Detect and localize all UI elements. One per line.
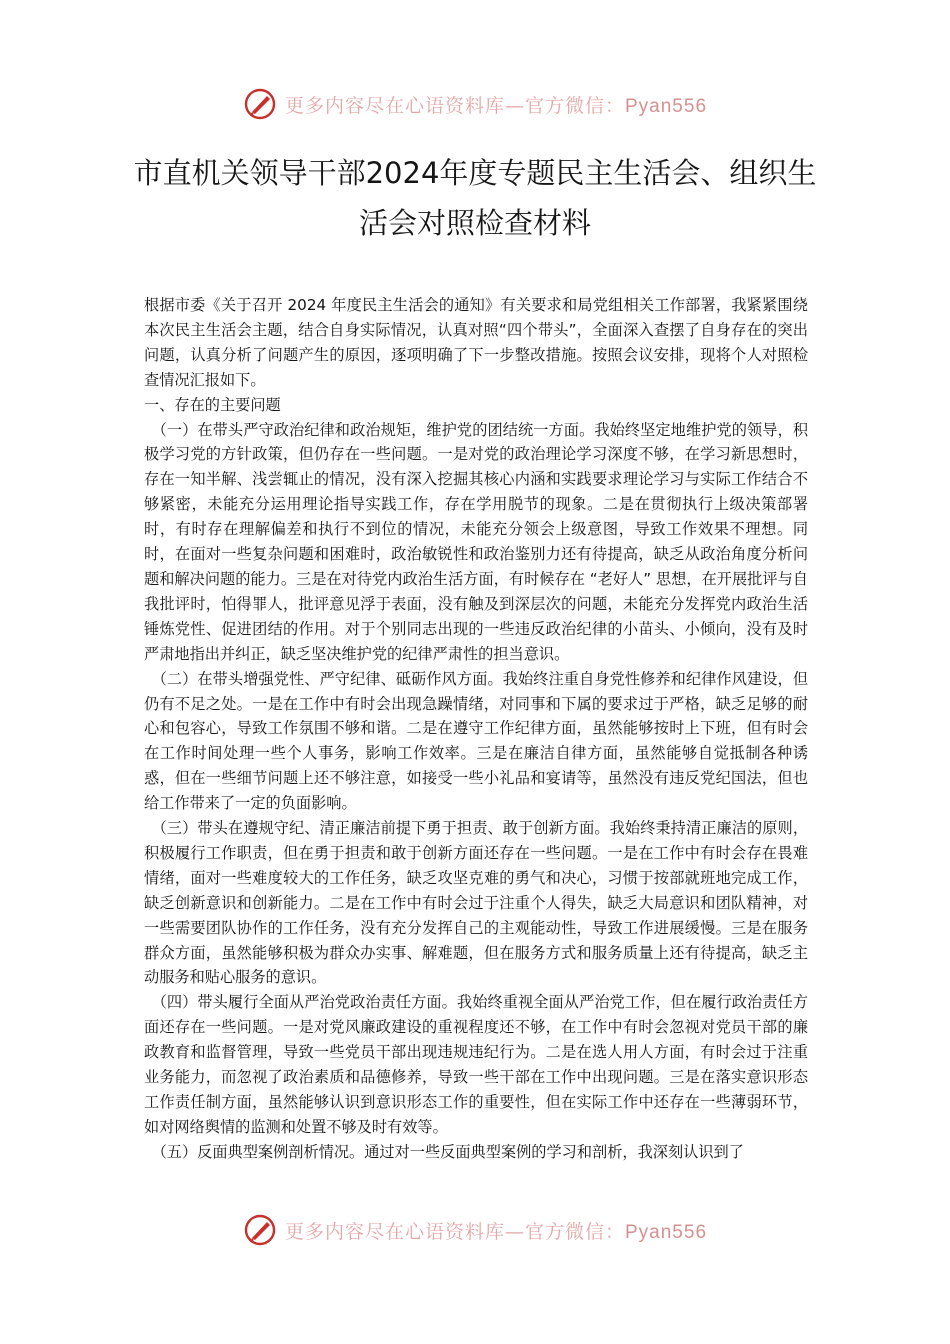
section-paragraph-3: （三）带头在遵规守纪、清正廉洁前提下勇于担责、敢于创新方面。我始终秉持清正廉洁的原则，积极履行工作职责，但在勇于担责和敢于创新方面还存在一些问题。一是在工作中有时会存在畏难情绪，面对一些难度较大的工作任务，缺乏攻坚克难的勇气和决心，习惯于按部就班地完成工作，缺乏创新意识和创新能力。二是在工作中有时会过于注重个人得失，缺乏大局意识和团队精神，对一些需要团队协作的工作任务，没有充分发挥自己的主观能动性，导致工作进展缓慢。三是在服务群众方面，虽然能够积极为群众办实事、解难题，但在服务方式和服务质量上还有待提高，缺乏主动服务和贴心服务的意识。	[144, 819, 808, 987]
watermark-footer	[0, 1210, 950, 1250]
section-paragraph-2: （二）在带头增强党性、严守纪律、砥砺作风方面。我始终注重自身党性修养和纪律作风建设，但仍有不足之处。一是在工作中有时会出现急躁情绪，对同事和下属的要求过于严格，缺乏足够的耐心和包容心，导致工作氛围不够和谐。二是在遵守工作纪律方面，虽然能够按时上下班，但有时会在工作时间处理一些个人事务，影响工作效率。三是在廉洁自律方面，虽然能够自觉抵制各种诱惑，但在一些细节问题上还不够注意，如接受一些小礼品和宴请等，虽然没有违反党纪国法，但也给工作带来了一定的负面影响。	[144, 669, 808, 813]
watermark-header	[0, 84, 950, 124]
document-body	[144, 293, 808, 1165]
intro-paragraph: 根据市委《关于召开 2024 年度民主生活会的通知》有关要求和局党组相关工作部署，我紧紧围绕本次民主生活会主题，结合自身实际情况，认真对照“四个带头”，全面深入查摆了自身存在的突出问题，认真分析了问题产生的原因，逐项明确了下一步整改措施。按照会议安排，现将个人对照检查情况汇报如下。	[144, 296, 808, 389]
section-paragraph-1: （一）在带头严守政治纪律和政治规矩，维护党的团结统一方面。我始终坚定地维护党的领导，积极学习党的方针政策，但仍存在一些问题。一是对党的政治理论学习深度不够，在学习新思想时，存在一知半解、浅尝辄止的情况，没有深入挖掘其核心内涵和实践要求理论学习与实际工作结合不够紧密，未能充分运用理论指导实践工作，存在学用脱节的现象。二是在贯彻执行上级决策部署时，有时存在理解偏差和执行不到位的情况，未能充分领会上级意图，导致工作效果不理想。同时，在面对一些复杂问题和困难时，政治敏锐性和政治鉴别力还有待提高，缺乏从政治角度分析问题和解决问题的能力。三是在对待党内政治生活方面，有时候存在 “老好人” 思想，在开展批评与自我批评时，怕得罪人，批评意见浮于表面，没有触及到深层次的问题，未能充分发挥党内政治生活锤炼党性、促进团结的作用。对于个别同志出现的一些违反政治纪律的小苗头、小倾向，没有及时严肃地指出并纠正，缺乏坚决维护党的纪律严肃性的担当意识。	[144, 420, 808, 663]
watermark-text	[285, 1217, 707, 1244]
section-paragraph-4: （四）带头履行全面从严治党政治责任方面。我始终重视全面从严治党工作，但在履行政治责任方面还存在一些问题。一是对党风廉政建设的重视程度还不够，在工作中有时会忽视对党员干部的廉政教育和监督管理，导致一些党员干部出现违规违纪行为。二是在选人用人方面，有时会过于注重业务能力，而忽视了政治素质和品德修养，导致一些干部在工作中出现问题。三是在落实意识形态工作责任制方面，虽然能够认识到意识形态工作的重要性，但在实际工作中还存在一些薄弱环节，如对网络舆情的监测和处置不够及时有效等。	[144, 993, 808, 1136]
watermark-handle: Pyan556	[625, 1221, 708, 1243]
document-title: 市直机关领导干部2024年度专题民主生活会、组织生活会对照检查材料	[133, 156, 817, 240]
pen-circle-logo-icon	[243, 1213, 277, 1247]
section-paragraph-5: （五）反面典型案例剖析情况。通过对一些反面典型案例的学习和剖析，我深刻认识到了	[151, 1142, 744, 1161]
watermark-label: 更多内容尽在心语资料库—官方微信：	[284, 1220, 625, 1243]
watermark-label: 更多内容尽在心语资料库—官方微信：	[284, 94, 625, 117]
watermark-handle: Pyan556	[625, 95, 708, 117]
watermark-text	[285, 91, 707, 118]
pen-circle-logo-icon	[243, 87, 277, 121]
section-heading: 一、存在的主要问题	[144, 395, 281, 414]
